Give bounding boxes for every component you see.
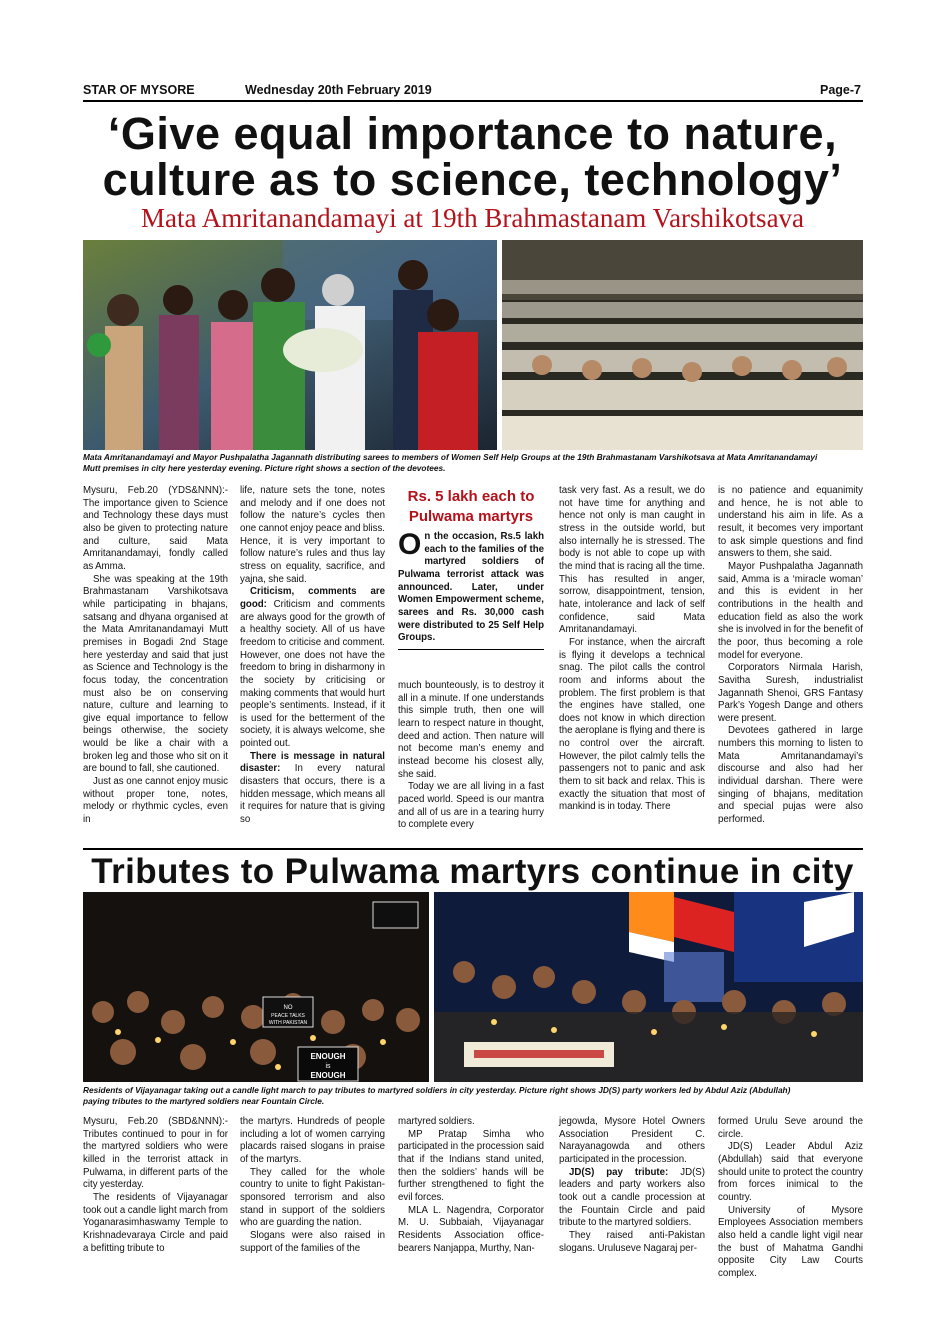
paragraph: JD(S) leaders and party workers also took out a candle procession at the Fountain Circle and paid tribute to the martyred soldiers. [559, 1166, 705, 1229]
paragraph: They raised anti-Pakistan slogans. Uruluseve Nagaraj per- [559, 1229, 705, 1254]
paragraph: Corporators Nirmala Harish, Savitha Suresh, industrialist Jagannath Shenoi, GRS Fantasy Park’s Yogesh Dange and others were present. [718, 662, 863, 724]
paragraph: jegowda, Mysore Hotel Owners Association President C. Narayanagowda and others participated in the procession. [559, 1116, 705, 1165]
paragraph: Mysuru, Feb.20 (YDS&NNN):- The importance given to Science and Technology these days must also be given to protecting nature and culture, said Mata Amritanandamayi, fondly called as Amma. [83, 485, 228, 572]
paragraph: Devotees gathered in large numbers this morning to listen to Mata Amritanandamayi’s discourse and also had her individual darshan. There were singing of bhajans, meditation and special pujas were also performed. [718, 725, 863, 826]
paragraph: In every natural disasters that occurs, there is a hidden message, which means all it requires for nature that is giving so [240, 763, 385, 826]
paragraph: the martyrs. Hundreds of people including a lot of women carrying placards raised slogans in praise of the martyrs. [240, 1116, 385, 1165]
paragraph: is no patience and equanimity and hence, he is not able to understand his aim in life. As a result, it becomes very important to ask simple questions and find answers to them, she said. [718, 485, 863, 560]
placard-no: NO [283, 1005, 293, 1011]
paragraph: JD(S) Leader Abdul Aziz (Abdullah) said that everyone should unite to protect the country from forces inimical to the country. [718, 1141, 863, 1203]
story2-column-4 [559, 1116, 705, 1255]
story2-column-5 [718, 1116, 863, 1281]
drop-cap: O [398, 528, 422, 561]
placard-is: is [325, 1063, 331, 1070]
story1-column-5 [718, 485, 863, 827]
paragraph: Today we are all living in a fast paced world. Speed is our mantra and all of us are in a tearing hurry to complete every [398, 781, 544, 831]
story1-column-2 [240, 485, 385, 827]
photo-saree-distribution-image [83, 240, 497, 450]
photo-devotees-image [502, 240, 863, 450]
paragraph: They called for the whole country to unite to fight Pakistan-sponsored terrorism and also stand in support of the soldiers who are guarding the nation. [240, 1166, 385, 1229]
photo-fountain-circle-image [434, 892, 863, 1082]
placard-enough-1: ENOUGH [310, 1052, 346, 1061]
issue-date: Wednesday 20th February 2019 [245, 83, 432, 97]
subheadline: Mata Amritanandamayi at 19th Brahmastanam Varshikotsava [140, 203, 805, 233]
paragraph: task very fast. As a result, we do not have time for anything and hence not only is man caught in stress in the outside world, but also internally he is stressed. The body is not able to cope up with the mind that is racing all the time. This has resulted in anger, sorrow, disappointment, tension, hate, intolerance and lack of self confidence, said Mata Amritanandamayi. [559, 485, 705, 636]
placard-peace-talks: PEACE TALKS [271, 1013, 305, 1019]
paragraph: formed Urulu Seve around the circle. [718, 1116, 863, 1140]
section-rule [83, 848, 863, 850]
placard-enough-2: ENOUGH [310, 1071, 346, 1080]
paragraph: She was speaking at the 19th Brahmastanam Varshikotsava while participating in bhajans, satsang and dhyana organised at the Mata Amritanandamayi Mutt premises in Bogadi 2nd Stage here yesterday and said that just as Science and Technology is the focus today, the concentration must also be on conserving nature, culture and learning to give equal importance to fellow beings otherwise, the society would be like a chair with a broken leg and those who sit on it are bound to fall, she cautioned. [83, 573, 228, 775]
paragraph: life, nature sets the tone, notes and melody and if one does not follow the nature’s cycles then one cannot enjoy peace and bliss. Hence, it is very important to follow nature’s rules and thus lay stress on equality, sacrifice, and yajna, she said. [240, 485, 385, 585]
photo-fountain-circle [434, 892, 863, 1082]
photo-devotees [502, 240, 863, 450]
box-title-line-1: Rs. 5 lakh each to [407, 488, 535, 505]
story2-column-3 [398, 1116, 544, 1255]
story1-caption-line-1: Mata Amritanandamayi and Mayor Pushpalatha Jagannath distributing sarees to members of Women Self Help Groups at the 19th Brahmastanam Varshikotsava at Mata Amritanandamayi [83, 452, 818, 462]
header-rule [83, 100, 863, 102]
subhead: Criticism, comments are good: [240, 586, 385, 610]
story2-headline: Tributes to Pulwama martyrs continue in city [91, 852, 854, 891]
paragraph: Mysuru, Feb.20 (SBD&NNN):- Tributes continued to pour in for the martyred soldiers who were killed in the terrorist attack in Pulwama, in different parts of the city yesterday. [83, 1116, 228, 1191]
story1-column-4 [559, 485, 705, 814]
story1-caption-line-2: Mutt premises in city here yesterday evening. Picture right shows a section of the devotees. [83, 463, 446, 473]
box-body: On the occasion, Rs.5 lakh each to the families of the martyred soldiers of Pulwama terrorist attack was announced. Later, under Women Empowerment scheme, sarees and Rs. 30,000 cash were distributed to 25 Self Help Groups. [398, 528, 544, 644]
paragraph: much bounteously, is to destroy it all in a minute. If one understands this simple truth, then one will learn to respect nature in thought, deed and action. Then nature will not become man’s enemy and instead become his closest ally, she said. [398, 680, 544, 780]
story2-caption-line-1: Residents of Vijayanagar taking out a candle light march to pay tributes to martyred soldiers in city yesterday. Picture right shows JD(S) party workers led by Abdul Aziz (Abdullah) [83, 1085, 791, 1095]
placard-with-pakistan: WITH PAKISTAN [268, 1020, 308, 1026]
story2-caption-line-2: paying tributes to the martyred soldiers near Fountain Circle. [83, 1096, 325, 1106]
paragraph: The residents of Vijayanagar took out a candle light march from Yoganarasimhaswamy Temple to Krishnadevaraya Circle and paid a befitting tribute to [83, 1191, 228, 1254]
headline-line-2: culture as to science, technology’ [102, 154, 843, 205]
subhead: There is message in natural disaster: [240, 750, 385, 775]
paragraph: Criticism and comments are always good for the growth of a healthy society. All of us have freedom to criticise and comment. However, one does not have the freedom to bring in disharmony in the society by criticising or making comments that would hurt people’s sentiments. Instead, if it is used for the betterment of the society, it is always welcome, she pointed out. [240, 598, 385, 750]
paragraph: MP Pratap Simha who participated in the procession said that if the Indians stand united, then the soldiers’ hands will be further strengthened to fight the evil forces. [398, 1128, 544, 1203]
story2-column-2 [240, 1116, 385, 1255]
paragraph: For instance, when the aircraft is flying it develops a technical snag. The pilot calls the control room and informs about the problem. The first problem is that the engines have stalled, one does not know in which direction the aeroplane is flying and there is no control over the aircraft. However, the pilot calmly tells the passengers not to panic and ask them to sit back and relax. This is exactly the situation that most of mankind is in today. There [559, 636, 705, 813]
story2-column-1 [83, 1116, 228, 1255]
story1-column-1 [83, 485, 228, 827]
paragraph: Just as one cannot enjoy music without proper tone, notes, melody or rhythmic cycles, even in [83, 776, 228, 826]
sidebar-box [398, 487, 544, 650]
paragraph: Mayor Pushpalatha Jagannath said, Amma is a ‘miracle woman’ and this is evident in her contributions in the health and education field as also the work she is involved in for the benefit of the poor, thus becoming a role model for everyone. [718, 560, 863, 661]
paper-name: STAR OF MYSORE [83, 83, 195, 97]
headline-line-1: ‘Give equal importance to nature, [107, 108, 838, 159]
photo-candle-march [83, 892, 429, 1082]
story1-column-3 [398, 680, 544, 832]
paragraph: martyred soldiers. [398, 1116, 475, 1127]
paragraph: Slogans were also raised in support of the families of the [240, 1229, 385, 1254]
photo-candle-march-image [83, 892, 429, 1082]
paragraph: MLA L. Nagendra, Corporator M. U. Subbaiah, Vijayanagar Residents Association office-bearers Nanjappa, Murthy, Nan- [398, 1204, 544, 1254]
photo-saree-distribution [83, 240, 497, 450]
page-number: Page-7 [820, 83, 861, 97]
subhead: JD(S) pay tribute: [569, 1166, 669, 1178]
paragraph: University of Mysore Employees Association members also held a candle light vigil near the bust of Mahatma Gandhi opposite City Law Courts complex. [718, 1204, 863, 1279]
box-title-line-2: Pulwama martyrs [408, 508, 534, 525]
